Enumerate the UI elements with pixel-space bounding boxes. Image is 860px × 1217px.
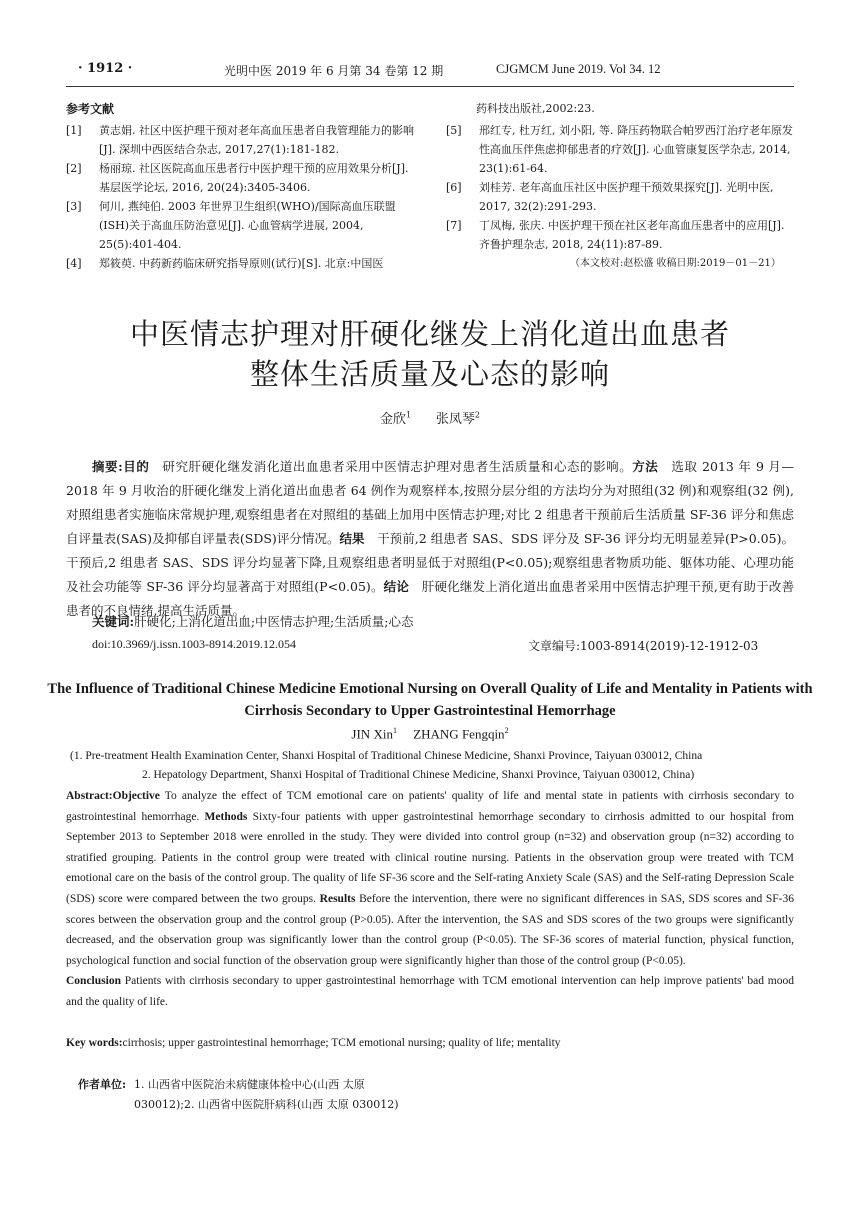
references-title: 参考文献 xyxy=(66,102,115,116)
article-title-cn-line1: 中医情志护理对肝硬化继发上消化道出血患者 xyxy=(129,317,730,351)
affiliation-en-1: (1. Pre-treatment Health Examination Center, Shanxi Hospital of Traditional Chinese Medicine, Shanxi Province, Taiyuan 030012, China xyxy=(70,750,703,762)
reference-number: [1] xyxy=(66,124,82,137)
abstract-conclusion-en: Patients with cirrhosis secondary to upper gastrointestinal hemorrhage with TCM emotional intervention can help improve patients' bad mood and the quality of life. xyxy=(66,975,794,1008)
reference-text: 何川, 燕纯伯. 2003 年世界卫生组织(WHO)/国际高血压联盟(ISH)关于高血压防治意见[J]. 心血管病学进展, 2004, 25(5):401-404. xyxy=(99,200,396,251)
reference-text: 郑筱萸. 中药新药临床研究指导原则(试行)[S]. 北京:中国医 xyxy=(99,257,384,270)
header-rule xyxy=(66,86,794,87)
reference-item xyxy=(446,216,796,254)
keywords-text-en: cirrhosis; upper gastrointestinal hemorrhage; TCM emotional nursing; quality of life; mentality xyxy=(122,1037,561,1049)
journal-header-cn: 光明中医 2019 年 6 月第 34 卷第 12 期 xyxy=(224,64,444,78)
page-number: · 1912 · xyxy=(78,61,133,76)
abstract-label-en: Abstract:Objective xyxy=(66,790,160,802)
reference-number: [4] xyxy=(66,257,82,270)
author-affiliation-mark: 2 xyxy=(504,726,509,735)
keywords-cn xyxy=(92,612,413,630)
keywords-text: 肝硬化;上消化道出血;中医情志护理;生活质量;心态 xyxy=(134,614,414,629)
conclusion-label-en: Conclusion xyxy=(66,975,121,988)
reference-item xyxy=(66,197,418,254)
conclusion-label: 结论 xyxy=(383,579,410,594)
author-affiliation-mark: 1 xyxy=(406,410,412,420)
reference-continuation: 药科技出版社,2002:23. xyxy=(476,102,595,115)
abstract-results: 干预前,2 组患者 SAS、SDS 评分及 SF-36 评分均无明显差异(P>0.05)。干预后,2 组患者 SAS、SDS 评分均显著下降,且观察组患者明显低于对照组(P<0.05);观察组患者物质功能、躯体功能、心理功能及社会功能等 SF-36 评分均显著高于对照组(P<0.05)。 xyxy=(66,531,794,594)
reference-item xyxy=(66,121,418,159)
reference-number: [7] xyxy=(446,219,462,232)
reference-item xyxy=(66,159,418,197)
author-unit-label: 作者单位: xyxy=(78,1078,127,1091)
reference-number: [5] xyxy=(446,124,462,137)
reference-number: [3] xyxy=(66,200,82,213)
results-label: 结果 xyxy=(339,531,365,546)
abstract-methods-en: Sixty-four patients with upper gastrointestinal hemorrhage secondary to cirrhosis admitted to our hospital from September 2013 to September 2018 were enrolled in the study. They were divided into control group (n=32) and observation group (n=32) according to stratified grouping. Patients in the control group were treated with clinical routine nursing. Patients in the observation group were treated with TCM emotional care on the basis of the control group. The quality of life SF-36 score and the Self-rating Anxiety Scale (SAS) and the Self-rating Depression Scale (SDS) score were compared between the two groups. xyxy=(66,810,794,905)
reference-text: 黄志娟. 社区中医护理干预对老年高血压患者自我管理能力的影响[J]. 深圳中西医结合杂志, 2017,27(1):181-182. xyxy=(99,124,414,156)
abstract-methods: 选取 2013 年 9 月—2018 年 9 月收治的肝硬化继发上消化道出血患者 64 例作为观察样本,按照分层分组的方法均分为对照组(32 例)和观察组(32 例),对照组患者实施临床常规护理,观察组患者在对照组的基础上加用中医情志护理;对比 2 组患者干预前后生活质量 SF-36 评分和焦虑自评量表(SAS)及抑郁自评量表(SDS)评分情况。 xyxy=(66,459,794,546)
journal-header-en: CJGMCM June 2019. Vol 34. 12 xyxy=(496,62,661,76)
reference-number: [2] xyxy=(66,162,82,175)
reference-text: 邢红专, 杜万红, 刘小阳, 等. 降压药物联合帕罗西汀治疗老年原发性高血压伴焦虑抑郁患者的疗效[J]. 心血管康复医学杂志, 2014, 23(1):61-64. xyxy=(479,124,793,175)
abstract-objective-en: To analyze the effect of TCM emotional care on patients' quality of life and mental state in patients with cirrhosis secondary to gastrointestinal hemorrhage. xyxy=(66,790,794,823)
keywords-label-en: Key words: xyxy=(66,1037,123,1049)
author-unit-line2: 030012);2. 山西省中医院肝病科(山西 太原 030012) xyxy=(134,1098,399,1111)
reference-item xyxy=(446,121,796,178)
methods-label: 方法 xyxy=(632,459,659,474)
reference-text: 丁凤梅, 张庆. 中医护理干预在社区老年高血压患者中的应用[J]. 齐鲁护理杂志, 2018, 24(11):87-89. xyxy=(479,219,785,251)
methods-label-en: Methods xyxy=(204,810,248,823)
reference-text: 杨丽琼. 社区医院高血压患者行中医护理干预的应用效果分析[J]. 基层医学论坛, 2016, 20(24):3405-3406. xyxy=(99,162,409,194)
abstract-cn xyxy=(66,455,794,623)
abstract-conclusion: 肝硬化继发上消化道出血患者采用中医情志护理干预,更有助于改善患者的不良情绪,提高生活质量。 xyxy=(66,579,794,618)
abstract-en xyxy=(66,786,794,1013)
article-authors-en xyxy=(0,726,860,742)
abstract-label: 摘要:目的 xyxy=(92,459,150,474)
reference-item xyxy=(446,178,796,216)
abstract-results-en: Before the intervention, there were no significant differences in SAS, SDS scores and SF-36 scores between the observation group and the control group (P>0.05). After the intervention, the SAS and SDS scores of the two groups were significantly decreased, and the observation group was significantly lower than the control group (P<0.05). The SF-36 scores of material function, physical function, psychological function and social function of the observation group were significantly higher than those of the control group (P<0.05). xyxy=(66,892,794,967)
author-unit-line1: 1. 山西省中医院治未病健康体检中心(山西 太原 xyxy=(134,1078,365,1091)
results-label-en: Results xyxy=(319,892,356,905)
reference-text: 刘桂芳. 老年高血压社区中医护理干预效果探究[J]. 光明中医, 2017, 32(2):291-293. xyxy=(479,181,774,213)
affiliation-en-2: 2. Hepatology Department, Shanxi Hospital of Traditional Chinese Medicine, Shanxi Province, Taiyuan 030012, China) xyxy=(142,769,695,781)
doi: doi:10.3969/j.issn.1003-8914.2019.12.054 xyxy=(92,637,297,651)
article-title-en: The Influence of Traditional Chinese Medicine Emotional Nursing on Overall Quality of Life and Mentality in Patients with Cirrhosis Secondary to Upper Gastrointestinal Hemorrhage xyxy=(47,681,813,719)
author-affiliation-mark: 1 xyxy=(392,726,397,735)
keywords-en xyxy=(66,1037,561,1049)
article-authors-cn xyxy=(0,408,860,427)
article-title-cn-line2: 整体生活质量及心态的影响 xyxy=(249,357,610,391)
author-name: 张凤琴 xyxy=(435,412,475,427)
article-number: 文章编号:1003-8914(2019)-12-1912-03 xyxy=(528,639,759,653)
author-name: 金欣 xyxy=(379,412,406,427)
author-name-en: ZHANG Fengqin xyxy=(413,726,505,742)
abstract-objective: 研究肝硬化继发消化道出血患者采用中医情志护理对患者生活质量和心态的影响。 xyxy=(149,459,633,474)
reference-number: [6] xyxy=(446,181,462,194)
author-affiliation-mark: 2 xyxy=(474,410,480,420)
author-name-en: JIN Xin xyxy=(351,726,393,742)
proofreading-note: （本文校对:赵松盛 收稿日期:2019－01－21） xyxy=(570,258,781,269)
reference-item xyxy=(66,254,418,273)
keywords-label: 关键词: xyxy=(92,614,135,629)
